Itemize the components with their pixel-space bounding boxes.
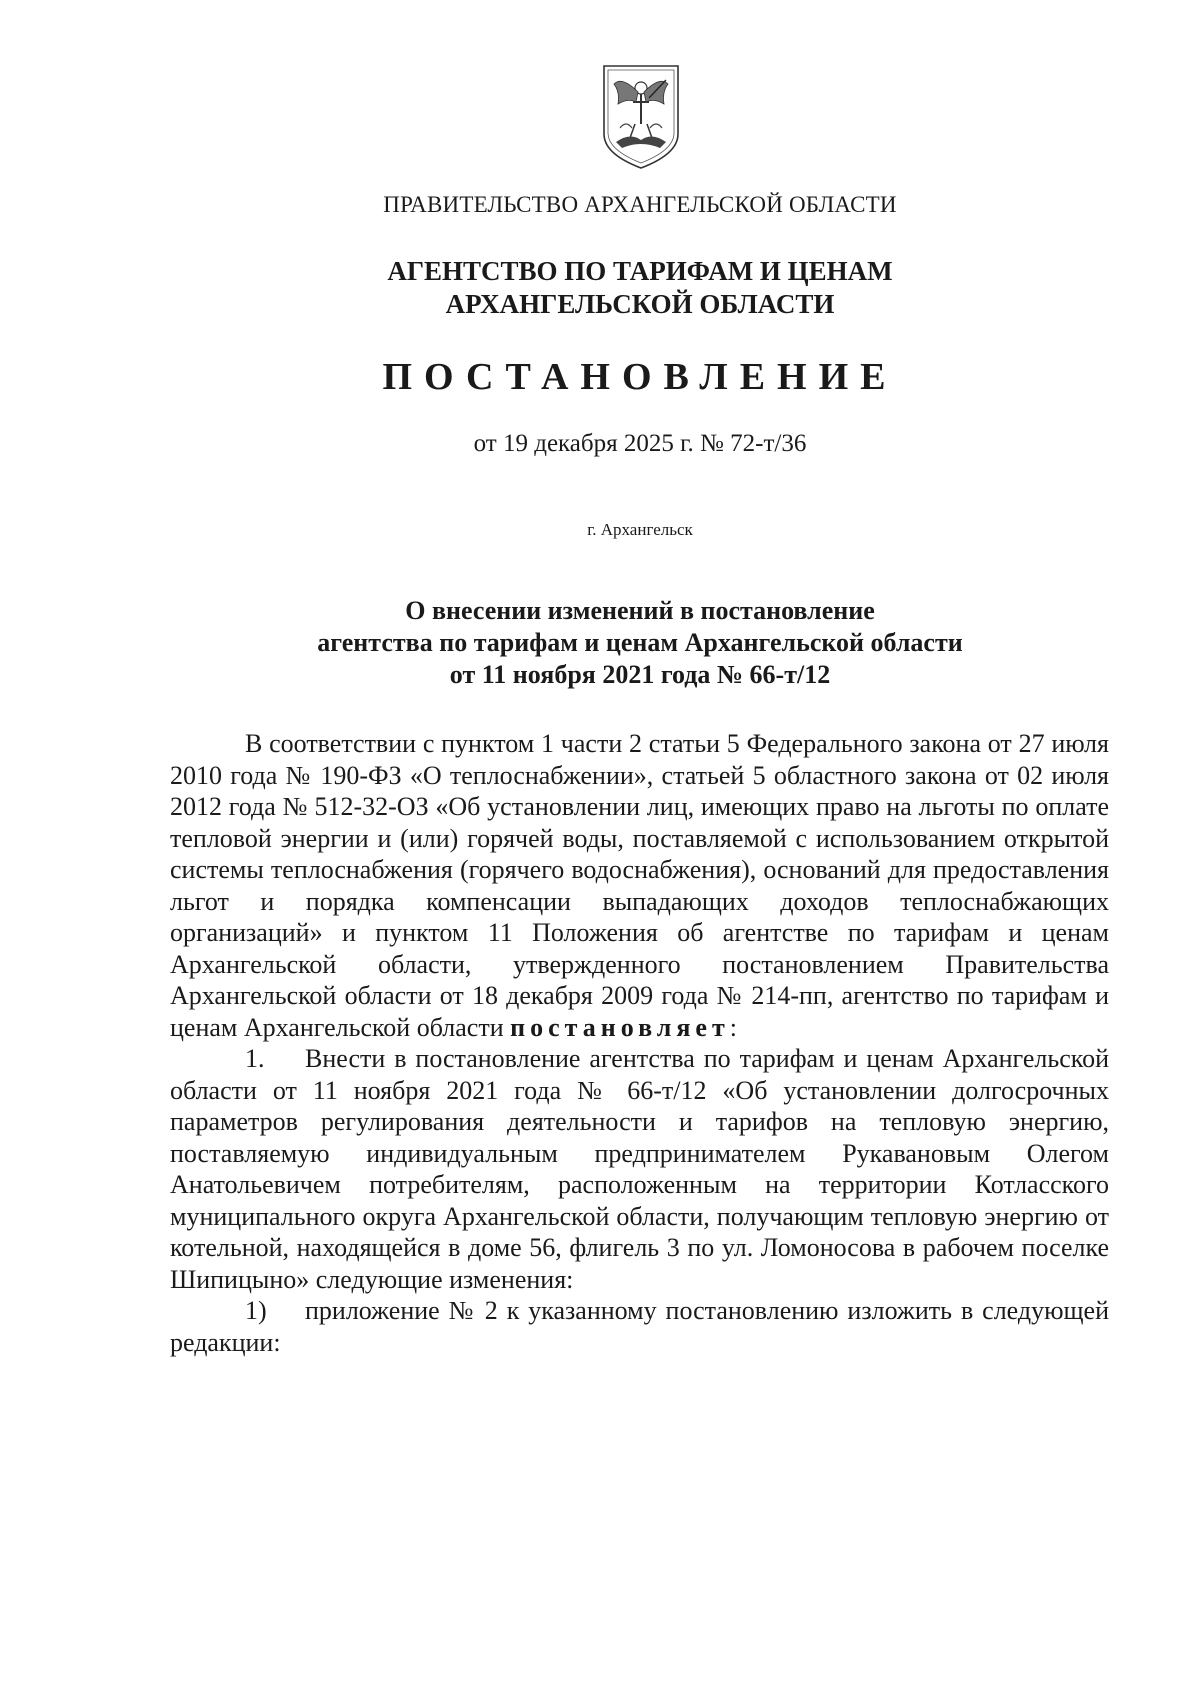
preamble-paragraph [170,728,1109,1043]
preamble-text: В соответствии с пунктом 1 части 2 статьи 5 Федерального закона от 27 июля 2010 года № 190-ФЗ «О теплоснабжении», статьей 5 областного закона от 02 июля 2012 года № 512-32-ОЗ «Об установлении лиц, имеющих право на льготы по оплате тепловой энергии и (или) горячей воды, поставляемой с использованием открытой системы теплоснабжения (горячего водоснабжения), оснований для предоставления льгот и порядка компенсации выпадающих доходов теплоснабжающих организаций» и пунктом 11 Положения об агентстве по тарифам и ценам Архангельской области, утвержденного постановлением Правительства Архангельской области от 18 декабря 2009 года № 214-пп, агентство по тарифам и ценам Архангельской области [170,729,1109,1042]
agency-title [0,255,1200,321]
subitem-1-paragraph [170,1295,1109,1358]
item-1-number: 1. [245,1044,265,1073]
item-1-paragraph [170,1043,1109,1295]
agency-title-line2: АРХАНГЕЛЬСКОЙ ОБЛАСТИ [445,289,835,319]
decree-colon: : [729,1012,737,1042]
document-body [170,728,1109,1358]
government-title: ПРАВИТЕЛЬСТВО АРХАНГЕЛЬСКОЙ ОБЛАСТИ [383,192,897,217]
subject-line3: от 11 ноября 2021 года № 66-т/12 [449,660,831,689]
item-1-text: Внести в постановление агентства по тарифам и ценам Архангельской области от 11 ноября 2021 года № 66-т/12 «Об установлении долгосрочных параметров регулирования деятельности и тарифов на тепловую энергию, поставляемую индивидуальным предпринимателем Рукавановым Олегом Анатольевичем потребителям, расположенным на территории Котласского муниципального округа Архангельской области, получающим тепловую энергию от котельной, находящейся в доме 56, флигель 3 по ул. Ломоносова в рабочем поселке Шипицыно» следующие изменения: [170,1044,1109,1294]
subject-line2: агентства по тарифам и ценам Архангельской области [317,628,963,657]
agency-title-line1: АГЕНТСТВО ПО ТАРИФАМ И ЦЕНАМ [387,256,893,286]
subitem-1-text: приложение № 2 к указанному постановлению изложить в следующей редакции: [170,1296,1109,1357]
arkhangelsk-coat-of-arms-icon [600,62,682,172]
subject-line1: О внесении изменений в постановление [405,596,875,625]
subitem-1-number: 1) [245,1296,267,1325]
decree-word: постановляет [510,1012,730,1042]
document-date-number: от 19 декабря 2025 г. № 72-т/36 [473,430,807,457]
document-city: г. Архангельск [587,520,693,539]
document-subject [0,595,1200,691]
document-type: ПОСТАНОВЛЕНИЕ [382,356,898,398]
